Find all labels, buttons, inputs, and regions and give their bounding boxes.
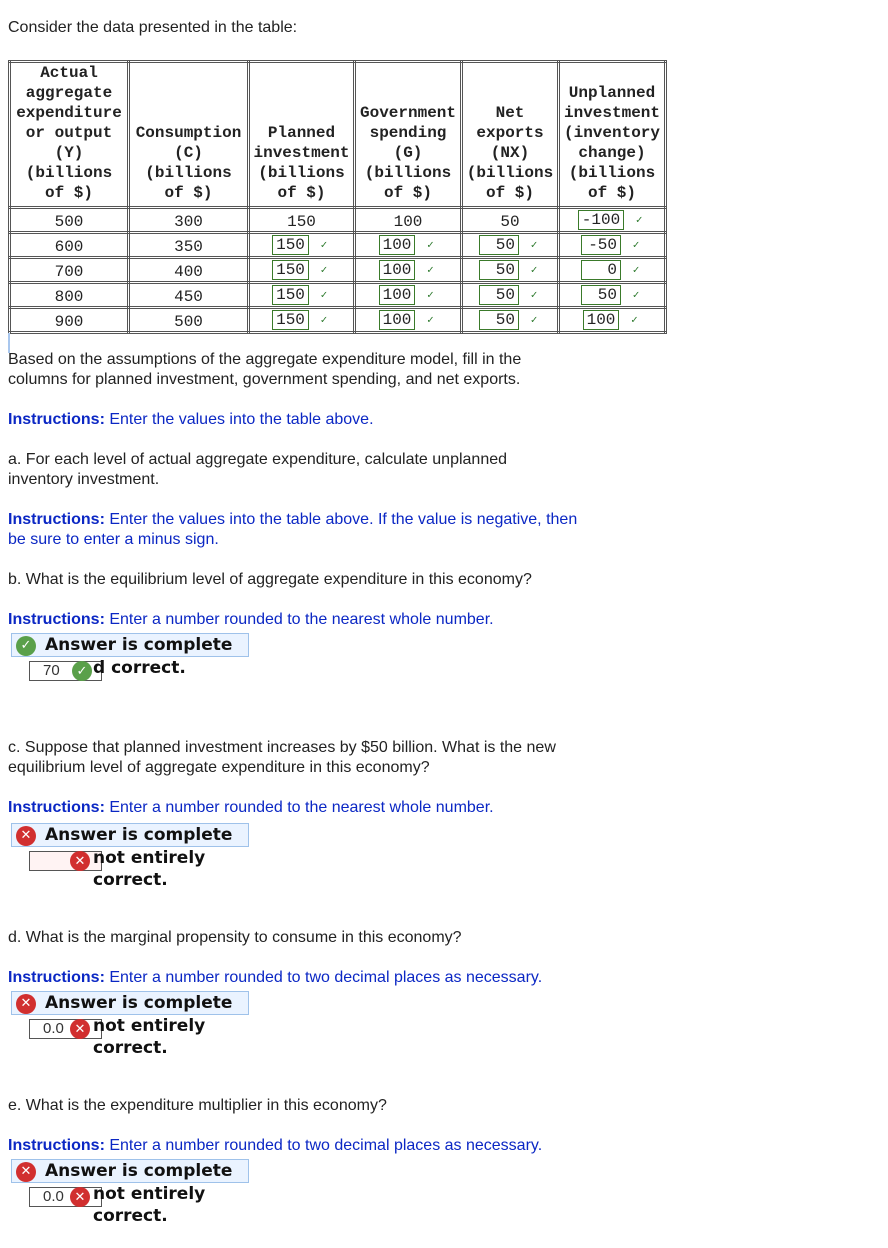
planned-investment-input[interactable]: 150 xyxy=(272,310,309,330)
expenditure-table xyxy=(8,60,667,334)
instruction-e: Instructions: Enter a number rounded to two decimal places as necessary. xyxy=(8,1137,543,1154)
instruction-b: Instructions: Enter a number rounded to the nearest whole number. xyxy=(8,611,494,628)
cell-y: 600 xyxy=(10,233,129,258)
instruction-2: Instructions: Enter the values into the table above. If the value is negative, then be sure to enter a minus sign. xyxy=(8,511,578,548)
check-icon: ✓ xyxy=(632,240,640,252)
instruction-c: Instructions: Enter a number rounded to the nearest whole number. xyxy=(8,799,494,816)
government-spending-input[interactable]: 100 xyxy=(379,260,416,280)
check-icon: ✓ xyxy=(427,290,434,302)
cell-nx xyxy=(462,233,559,258)
check-icon: ✓ xyxy=(530,240,538,252)
net-exports-input[interactable]: 50 xyxy=(479,310,519,330)
cell-y: 500 xyxy=(10,208,129,233)
x-icon: ✕ xyxy=(70,1187,90,1207)
table-row xyxy=(10,208,666,233)
unplanned-input[interactable]: 0 xyxy=(581,260,621,280)
check-icon: ✓ xyxy=(72,661,92,681)
intro-text: Consider the data presented in the table: xyxy=(8,19,298,36)
cell-ig xyxy=(249,308,355,333)
question-e: e. What is the expenditure multiplier in this economy? xyxy=(8,1097,387,1114)
check-icon: ✓ xyxy=(427,265,434,277)
cell-c: 300 xyxy=(129,208,249,233)
cell-y: 700 xyxy=(10,258,129,283)
check-icon: ✓ xyxy=(16,636,36,656)
question-a: a. For each level of actual aggregate expenditure, calculate unplanned inventory investment. xyxy=(8,451,508,488)
planned-investment-input[interactable]: 150 xyxy=(272,235,309,255)
check-icon: ✓ xyxy=(320,290,328,302)
table-row xyxy=(10,283,666,308)
answer-c-feedback: not entirely correct. xyxy=(93,848,206,890)
answer-complete-banner: ✕ Answer is complete xyxy=(11,1159,249,1183)
cell-c: 350 xyxy=(129,233,249,258)
header-government-spending: Government spending (G) (billions of $) xyxy=(355,62,462,208)
x-icon: ✕ xyxy=(70,1019,90,1039)
unplanned-input[interactable]: 50 xyxy=(581,285,621,305)
cell-nx xyxy=(462,258,559,283)
net-exports-input[interactable]: 50 xyxy=(479,285,519,305)
government-spending-input[interactable]: 100 xyxy=(379,310,416,330)
header-net-exports: Net exports (NX) (billions of $) xyxy=(462,62,559,208)
question-d: d. What is the marginal propensity to consume in this economy? xyxy=(8,929,462,946)
question-c: c. Suppose that planned investment increases by $50 billion. What is the new equilibrium level of aggregate expenditure in this economy? xyxy=(8,739,556,776)
cell-u xyxy=(559,208,666,233)
planned-investment-input[interactable]: 150 xyxy=(272,285,309,305)
government-spending-input[interactable]: 100 xyxy=(379,285,416,305)
check-icon: ✓ xyxy=(635,215,643,227)
check-icon: ✓ xyxy=(530,290,538,302)
cell-g xyxy=(355,308,462,333)
cell-g xyxy=(355,258,462,283)
answer-b-feedback: d correct. xyxy=(93,658,186,678)
table-row xyxy=(10,233,666,258)
check-icon: ✓ xyxy=(530,265,538,277)
cell-ig: 150 xyxy=(249,208,355,233)
check-icon: ✓ xyxy=(427,315,434,327)
instruction-1: Instructions: Enter the values into the table above. xyxy=(8,411,374,428)
unplanned-input[interactable]: 100 xyxy=(583,310,620,330)
cell-g xyxy=(355,233,462,258)
planned-investment-input[interactable]: 150 xyxy=(272,260,309,280)
cell-g xyxy=(355,283,462,308)
answer-e-feedback: not entirely correct. xyxy=(93,1184,206,1226)
instruction-d: Instructions: Enter a number rounded to two decimal places as necessary. xyxy=(8,969,543,986)
table-row xyxy=(10,308,666,333)
cell-ig xyxy=(249,258,355,283)
cell-y: 800 xyxy=(10,283,129,308)
answer-b-input[interactable]: 70 xyxy=(29,661,102,681)
answer-c-input[interactable] xyxy=(29,851,102,871)
cell-u xyxy=(559,258,666,283)
net-exports-input[interactable]: 50 xyxy=(479,260,519,280)
cell-u xyxy=(559,283,666,308)
check-icon: ✓ xyxy=(427,240,434,252)
net-exports-input[interactable]: 50 xyxy=(479,235,519,255)
cell-ig xyxy=(249,233,355,258)
assumptions-text: Based on the assumptions of the aggregate expenditure model, fill in the columns for planned investment, government spending, and net exports. xyxy=(8,351,522,388)
x-icon: ✕ xyxy=(70,851,90,871)
header-unplanned-investment: Unplanned investment (inventory change) (billions of $) xyxy=(559,62,666,208)
x-icon: ✕ xyxy=(16,994,36,1014)
check-icon: ✓ xyxy=(530,315,538,327)
x-icon: ✕ xyxy=(16,826,36,846)
cell-nx xyxy=(462,308,559,333)
answer-e-input[interactable]: 0.0 xyxy=(29,1187,102,1207)
x-icon: ✕ xyxy=(16,1162,36,1182)
cell-y: 900 xyxy=(10,308,129,333)
unplanned-input[interactable]: -100 xyxy=(578,210,624,230)
government-spending-input[interactable]: 100 xyxy=(379,235,416,255)
header-planned-investment: Planned investment (billions of $) xyxy=(249,62,355,208)
cell-c: 500 xyxy=(129,308,249,333)
header-actual-expenditure: Actual aggregate expenditure or output (Y) (billions of $) xyxy=(10,62,129,208)
check-icon: ✓ xyxy=(320,315,328,327)
answer-complete-banner: ✓ Answer is complete xyxy=(11,633,249,657)
cell-c: 400 xyxy=(129,258,249,283)
cell-g: 100 xyxy=(355,208,462,233)
unplanned-input[interactable]: -50 xyxy=(581,235,621,255)
answer-d-input[interactable]: 0.0 xyxy=(29,1019,102,1039)
cell-u xyxy=(559,233,666,258)
table-header-row xyxy=(10,62,666,208)
cell-nx: 50 xyxy=(462,208,559,233)
check-icon: ✓ xyxy=(320,240,328,252)
check-icon: ✓ xyxy=(631,315,638,327)
check-icon: ✓ xyxy=(320,265,328,277)
cell-ig xyxy=(249,283,355,308)
answer-complete-banner: ✕ Answer is complete xyxy=(11,991,249,1015)
cell-u xyxy=(559,308,666,333)
answer-d-feedback: not entirely correct. xyxy=(93,1016,206,1058)
check-icon: ✓ xyxy=(632,265,640,277)
answer-complete-banner: ✕ Answer is complete xyxy=(11,823,249,847)
cell-c: 450 xyxy=(129,283,249,308)
cell-nx xyxy=(462,283,559,308)
header-consumption: Consumption (C) (billions of $) xyxy=(129,62,249,208)
question-b: b. What is the equilibrium level of aggregate expenditure in this economy? xyxy=(8,571,532,588)
check-icon: ✓ xyxy=(632,290,640,302)
table-row xyxy=(10,258,666,283)
